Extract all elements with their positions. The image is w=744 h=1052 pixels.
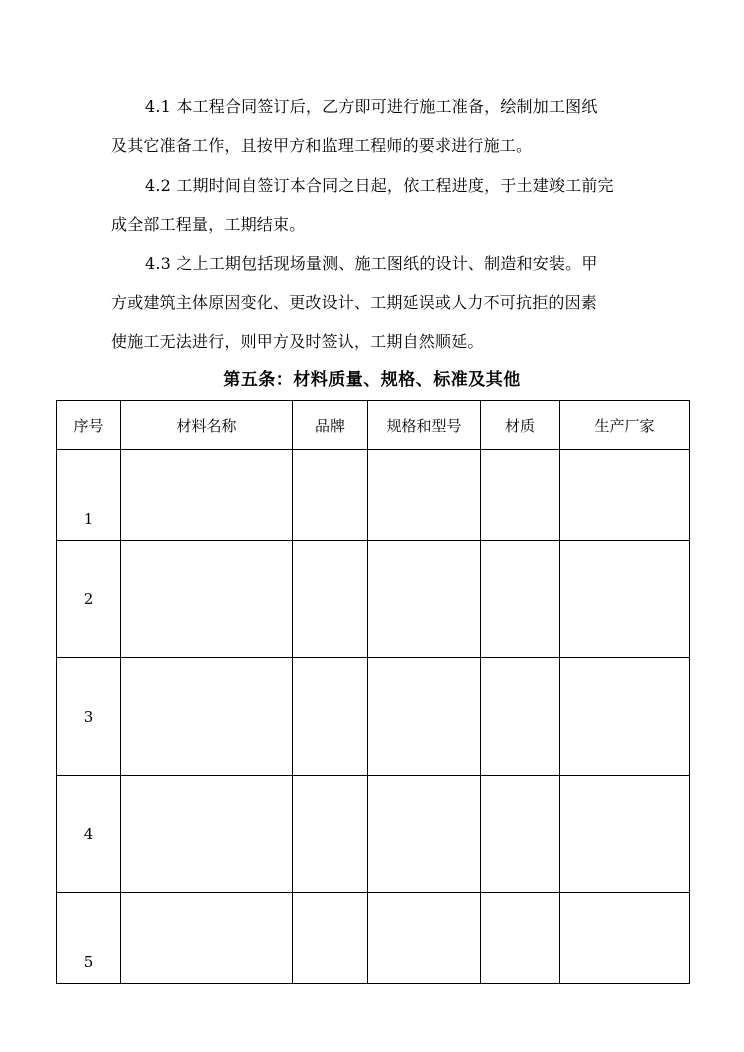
clause-4-3-line-3: 使施工无法进行，则甲方及时签认，工期自然顺延。 <box>111 332 484 351</box>
header-spec-model: 规格和型号 <box>368 401 481 450</box>
cell-material[interactable] <box>481 658 560 776</box>
clause-4-3-line-1: 4.3 之上工期包括现场量测、施工图纸的设计、制造和安装。甲 <box>145 254 598 273</box>
cell-brand[interactable] <box>293 541 368 658</box>
cell-manufacturer[interactable] <box>560 658 690 776</box>
cell-material-name[interactable] <box>121 450 293 541</box>
cell-spec-model[interactable] <box>368 450 481 541</box>
section-title: 第五条：材料质量、规格、标准及其他 <box>223 370 521 390</box>
cell-manufacturer[interactable] <box>560 450 690 541</box>
clause-4-1-line-1: 4.1 本工程合同签订后，乙方即可进行施工准备，绘制加工图纸 <box>145 97 598 116</box>
table-header-row <box>57 401 690 450</box>
table-row <box>57 541 690 658</box>
cell-brand[interactable] <box>293 450 368 541</box>
row-number: 2 <box>57 541 121 658</box>
cell-material-name[interactable] <box>121 776 293 893</box>
row-number: 1 <box>57 450 121 541</box>
cell-spec-model[interactable] <box>368 893 481 984</box>
clause-4-2-line-2: 成全部工程量，工期结束。 <box>111 215 306 234</box>
row-number: 4 <box>57 776 121 893</box>
cell-manufacturer[interactable] <box>560 893 690 984</box>
header-manufacturer: 生产厂家 <box>560 401 690 450</box>
cell-brand[interactable] <box>293 658 368 776</box>
header-brand: 品牌 <box>293 401 368 450</box>
row-number: 5 <box>57 893 121 984</box>
clause-4-2-line-1: 4.2 工期时间自签订本合同之日起，依工程进度，于土建竣工前完 <box>145 176 614 195</box>
cell-spec-model[interactable] <box>368 541 481 658</box>
cell-spec-model[interactable] <box>368 776 481 893</box>
table-row <box>57 450 690 541</box>
materials-table <box>56 400 690 984</box>
cell-material-name[interactable] <box>121 658 293 776</box>
cell-manufacturer[interactable] <box>560 776 690 893</box>
header-serial-number: 序号 <box>57 401 121 450</box>
header-material-name: 材料名称 <box>121 401 293 450</box>
table-row <box>57 776 690 893</box>
header-material: 材质 <box>481 401 560 450</box>
cell-manufacturer[interactable] <box>560 541 690 658</box>
cell-spec-model[interactable] <box>368 658 481 776</box>
table-row <box>57 658 690 776</box>
cell-brand[interactable] <box>293 776 368 893</box>
table-row <box>57 893 690 984</box>
cell-material-name[interactable] <box>121 893 293 984</box>
cell-material[interactable] <box>481 776 560 893</box>
cell-material[interactable] <box>481 541 560 658</box>
row-number: 3 <box>57 658 121 776</box>
clause-4-3-line-2: 方或建筑主体原因变化、更改设计、工期延误或人力不可抗拒的因素 <box>111 293 598 312</box>
clause-4-1-line-2: 及其它准备工作，且按甲方和监理工程师的要求进行施工。 <box>111 136 533 155</box>
cell-material-name[interactable] <box>121 541 293 658</box>
cell-material[interactable] <box>481 450 560 541</box>
cell-material[interactable] <box>481 893 560 984</box>
cell-brand[interactable] <box>293 893 368 984</box>
